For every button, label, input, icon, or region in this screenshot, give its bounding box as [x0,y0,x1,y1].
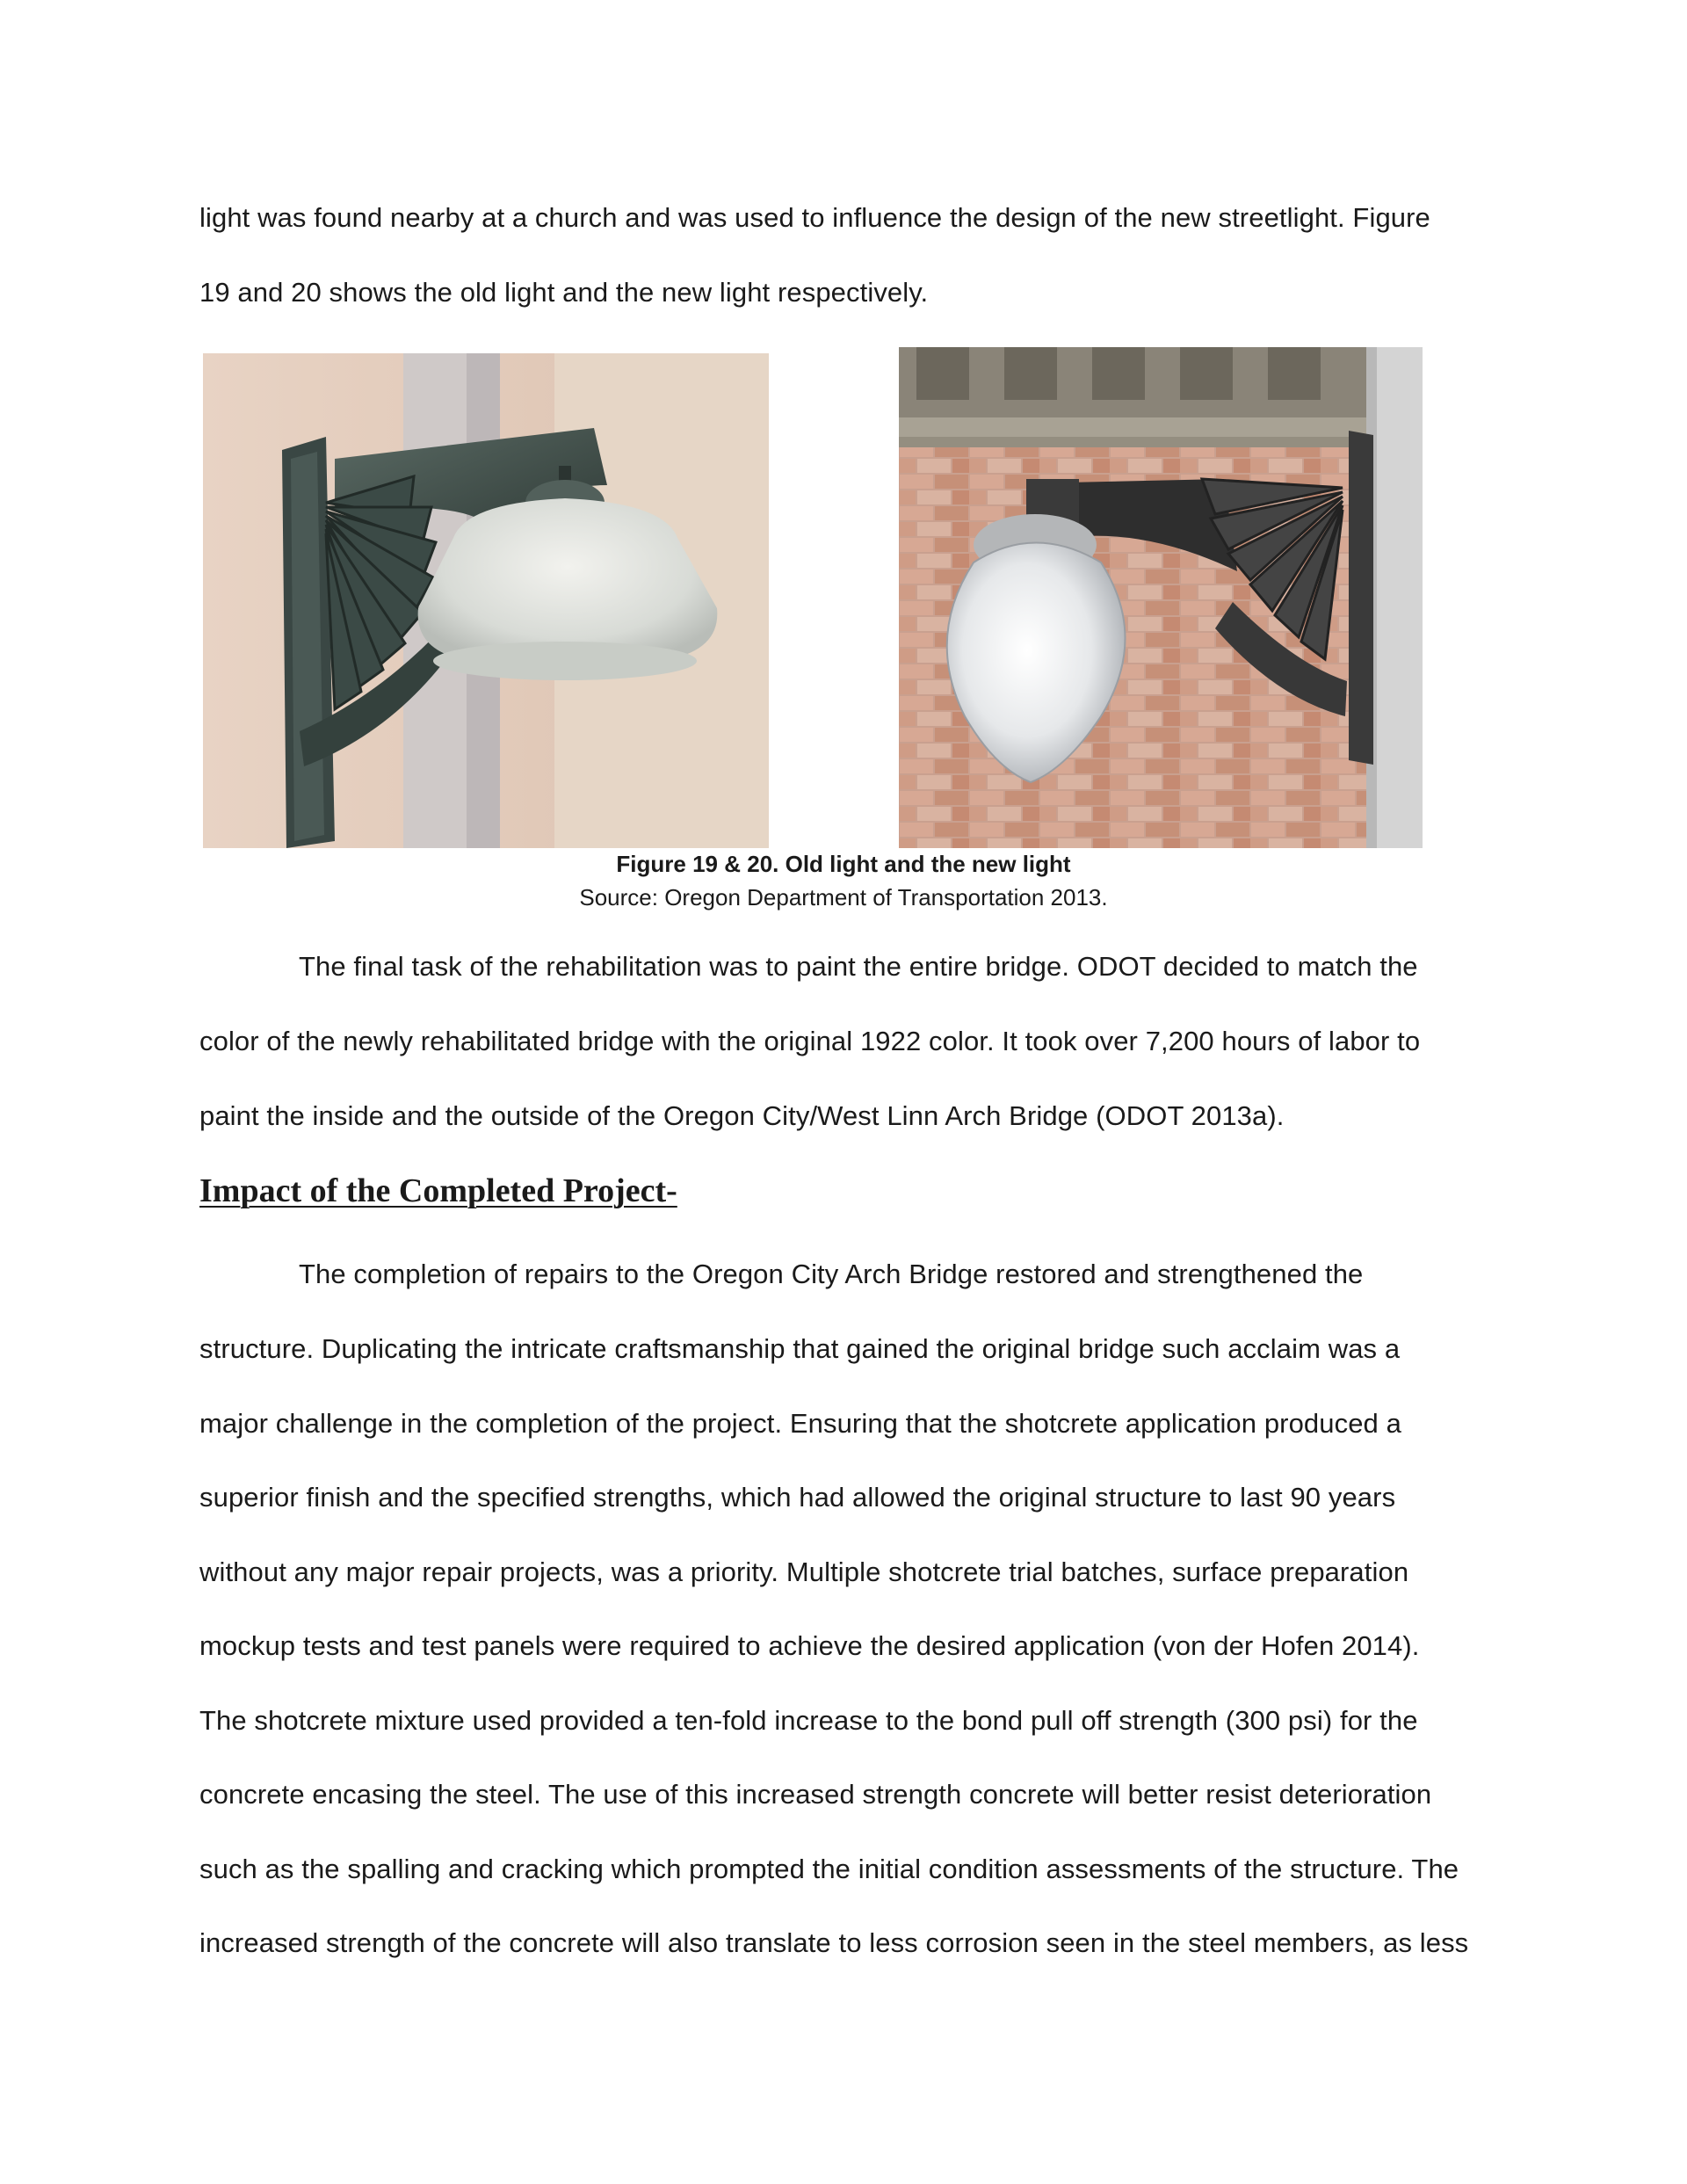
body-text-line: The shotcrete mixture used provided a ten-fold increase to the bond pull off strength (300 psi) for the [199,1705,1418,1736]
body-text-line: light was found nearby at a church and was used to influence the design of the new streetlight. Figure [199,202,1430,233]
body-text-line: concrete encasing the steel. The use of this increased strength concrete will better resist deterioration [199,1779,1432,1810]
old-streetlight-photo [203,353,769,848]
body-text-line: structure. Duplicating the intricate craftsmanship that gained the original bridge such acclaim was a [199,1333,1401,1364]
section-heading: Impact of the Completed Project- [199,1172,677,1209]
body-text-line: without any major repair projects, was a priority. Multiple shotcrete trial batches, surface preparation [199,1556,1409,1587]
body-text-line: paint the inside and the outside of the Oregon City/West Linn Arch Bridge (ODOT 2013a). [199,1100,1285,1131]
body-text-line: increased strength of the concrete will also translate to less corrosion seen in the steel members, as less [199,1927,1469,1958]
body-text-line: 19 and 20 shows the old light and the new light respectively. [199,277,929,308]
body-text-line: major challenge in the completion of the project. Ensuring that the shotcrete application produced a [199,1408,1401,1439]
figure-caption-source: Source: Oregon Department of Transportation 2013. [579,884,1108,911]
new-streetlight-photo [899,347,1423,848]
body-text-line: color of the newly rehabilitated bridge with the original 1922 color. It took over 7,200 hours of labor to [199,1026,1421,1056]
body-text-line: such as the spalling and cracking which prompted the initial condition assessments of the structure. The [199,1854,1459,1884]
body-text-line: The completion of repairs to the Oregon City Arch Bridge restored and strengthened the [299,1259,1364,1289]
figure-caption-title: Figure 19 & 20. Old light and the new light [616,851,1071,877]
body-text-line: superior finish and the specified strengths, which had allowed the original structure to last 90 years [199,1482,1396,1513]
body-text-line: mockup tests and test panels were required to achieve the desired application (von der Hofen 2014). [199,1630,1420,1661]
body-text-line: The final task of the rehabilitation was to paint the entire bridge. ODOT decided to match the [299,951,1418,982]
